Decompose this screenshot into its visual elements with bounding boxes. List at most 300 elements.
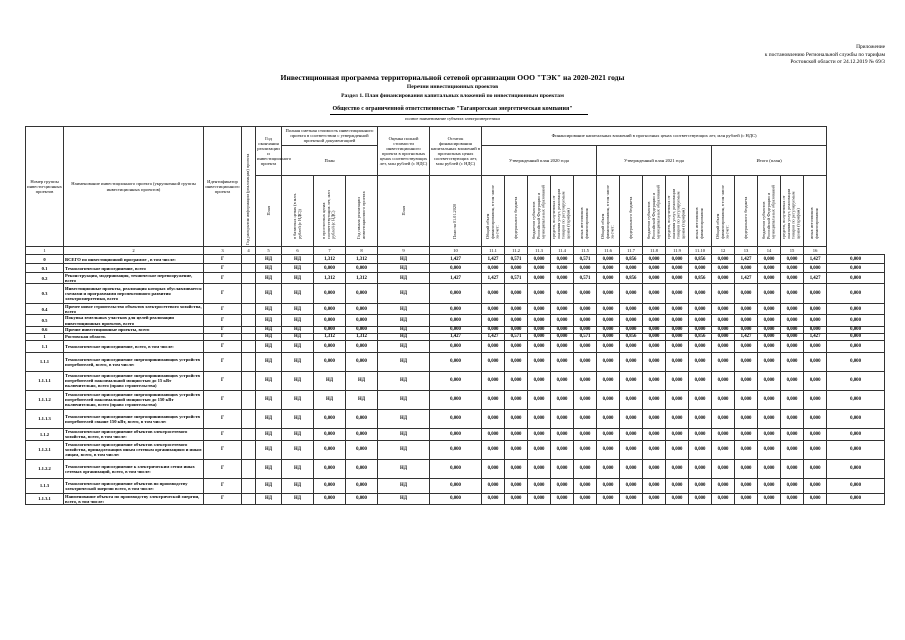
row-value: 0,000 [620, 459, 643, 478]
row-value: НД [256, 478, 282, 493]
row-value: 0,000 [804, 493, 827, 504]
row-value: 0,000 [804, 428, 827, 440]
row-year-cell [242, 352, 256, 371]
row-value: 0,000 [735, 390, 758, 409]
row-value: 0,000 [314, 459, 346, 478]
row-value: 0,000 [804, 478, 827, 493]
row-value: 0,000 [827, 478, 885, 493]
row-value: 0,000 [689, 340, 712, 352]
row-value: 0,000 [430, 315, 482, 326]
row-id: Г [204, 273, 242, 284]
row-value: 0,000 [758, 315, 781, 326]
row-value: 0,000 [574, 352, 597, 371]
row-value: 0,000 [781, 255, 804, 264]
row-value: 0,000 [827, 340, 885, 352]
row-value: 0,000 [620, 440, 643, 459]
row-year-cell [242, 284, 256, 304]
row-value: 0,000 [430, 390, 482, 409]
investment-table [25, 126, 885, 505]
row-value: 0,000 [505, 352, 528, 371]
row-value: 0,000 [735, 352, 758, 371]
row-number: 1 [26, 333, 64, 340]
row-value: 0,000 [314, 326, 346, 333]
row-value: 0,000 [781, 352, 804, 371]
row-value: 0,000 [482, 478, 505, 493]
row-value: 0,000 [712, 333, 735, 340]
row-value: НД [256, 459, 282, 478]
row-name: Ростовская область [64, 333, 204, 340]
row-value: 0,000 [551, 371, 574, 390]
row-value: 0,000 [505, 304, 528, 315]
row-value: 0,000 [735, 326, 758, 333]
document-subtitle: Перечни инвестиционных проектов [406, 84, 499, 90]
row-value: 0,000 [689, 478, 712, 493]
column-number: 7 [314, 247, 346, 255]
row-value: НД [378, 273, 430, 284]
column-number: 10 [430, 247, 482, 255]
row-value: 0,000 [482, 315, 505, 326]
sub-plan2: План [378, 175, 430, 246]
row-value: 1,427 [430, 273, 482, 284]
row-value: 0,856 [689, 333, 712, 340]
row-value: НД [314, 371, 346, 390]
row-value: 0,000 [314, 352, 346, 371]
row-value: 0,000 [758, 333, 781, 340]
row-number: 1.1.1.1 [26, 371, 64, 390]
row-name: Технологическое присоединение энергопринимающих устройств потребителей, всего, в том числе: [64, 352, 204, 371]
sub-total-2021: Общий объем финансирования, в том числе за счет: [597, 175, 620, 246]
row-value: НД [378, 333, 430, 340]
row-year-cell [242, 390, 256, 409]
header-plan: План [282, 145, 378, 175]
row-value: 0,000 [528, 390, 551, 409]
row-value: 0,000 [781, 440, 804, 459]
row-id: Г [204, 390, 242, 409]
row-value: 0,000 [643, 340, 666, 352]
sub-fed-sum: федерального бюджета [735, 175, 758, 246]
row-value: 0,000 [643, 333, 666, 340]
row-value: 0,000 [528, 264, 551, 273]
row-value: НД [256, 390, 282, 409]
row-value: 0,000 [551, 284, 574, 304]
sub-other-2020: средств, полученных от оказания услуг, реализации товаров по регулируемым ценам (тарифам) [551, 175, 574, 246]
row-value: 0,000 [482, 284, 505, 304]
row-value: 0,000 [666, 428, 689, 440]
row-value: 0,000 [314, 264, 346, 273]
row-value: 0,000 [597, 333, 620, 340]
row-value: 0,000 [712, 264, 735, 273]
row-value: 0,000 [666, 478, 689, 493]
row-value: 0,000 [528, 315, 551, 326]
row-value: 0,000 [666, 459, 689, 478]
row-value: 0,000 [827, 409, 885, 428]
row-value: 1,427 [430, 255, 482, 264]
row-value: 0,000 [430, 371, 482, 390]
row-value: НД [314, 390, 346, 409]
row-value: 0,571 [574, 255, 597, 264]
row-value: НД [282, 440, 314, 459]
sub-year: Год начала реализации инвестиционного проекта [346, 175, 378, 246]
row-value: 0,000 [505, 390, 528, 409]
row-value: 0,000 [827, 315, 885, 326]
row-value: 0,000 [597, 440, 620, 459]
row-year-cell [242, 315, 256, 326]
row-value: 0,000 [781, 273, 804, 284]
header-financing: Финансирование капитальных вложений в прогнозных ценах соответствующих лет, млн рублей (с НДС) [482, 127, 827, 146]
row-value: 0,000 [735, 478, 758, 493]
sub-total-2020: Общий объем финансирования, в том числе за счет: [482, 175, 505, 246]
row-value: 0,856 [620, 255, 643, 264]
sub-src-2020: иных источников финансирования [574, 175, 597, 246]
row-value: 0,000 [712, 371, 735, 390]
row-value: 0,000 [551, 333, 574, 340]
appendix-note [765, 44, 885, 67]
row-value: 0,000 [482, 304, 505, 315]
row-value: 0,000 [620, 409, 643, 428]
row-value: НД [378, 440, 430, 459]
row-value: 0,000 [712, 493, 735, 504]
row-value: 0,000 [597, 264, 620, 273]
row-value: 0,000 [781, 371, 804, 390]
row-value: 0,000 [314, 440, 346, 459]
sub-other-2021: средств, полученных от оказания услуг, реализации товаров по регулируемым ценам (тарифам) [666, 175, 689, 246]
sub-fed-2021: федерального бюджета [620, 175, 643, 246]
row-value: 0,000 [827, 493, 885, 504]
table-row [26, 304, 885, 315]
row-value: 1,312 [346, 255, 378, 264]
row-id: Г [204, 440, 242, 459]
row-number: 0.3 [26, 284, 64, 304]
row-value: 0,000 [689, 315, 712, 326]
row-value: 1,427 [735, 255, 758, 264]
row-name: Покупка земельных участков для целей реализации инвестиционных проектов, всего [64, 315, 204, 326]
column-number: 3 [204, 247, 242, 255]
row-year-cell [242, 440, 256, 459]
row-value: 0,000 [758, 478, 781, 493]
row-id: Г [204, 409, 242, 428]
row-value: 0,000 [827, 371, 885, 390]
sub-mln: в базисных ценах (в млн. рублей (с НДС)) [282, 175, 314, 246]
header-total: Итого (план) [712, 145, 827, 175]
row-value: 0,000 [551, 459, 574, 478]
column-number: 2 [64, 247, 204, 255]
row-value: 0,000 [643, 428, 666, 440]
row-value: 0,000 [643, 264, 666, 273]
row-value: НД [256, 371, 282, 390]
header-num: Номер группы инвести-ционных проектов [26, 127, 64, 247]
row-value: 0,000 [430, 409, 482, 428]
row-value: 0,000 [666, 284, 689, 304]
row-name: ВСЕГО по инвестиционной программе , в том числе: [64, 255, 204, 264]
row-value: 0,000 [804, 304, 827, 315]
row-value: 0,000 [574, 264, 597, 273]
row-value: 0,000 [827, 284, 885, 304]
row-value: 0,000 [689, 352, 712, 371]
row-value: 0,000 [758, 459, 781, 478]
row-id: Г [204, 428, 242, 440]
row-value: 0,000 [758, 390, 781, 409]
row-value: 0,000 [528, 409, 551, 428]
sub-fed-2020: федерального бюджета [505, 175, 528, 246]
row-value: 0,000 [827, 459, 885, 478]
row-value: 0,000 [597, 284, 620, 304]
row-value: 0,000 [758, 273, 781, 284]
row-value: 0,000 [482, 459, 505, 478]
row-value: 0,000 [712, 352, 735, 371]
appendix-line3: Ростовской области от 24.12.2019 № 69/3 [790, 59, 885, 66]
row-value: 0,000 [430, 326, 482, 333]
row-value: 0,000 [735, 409, 758, 428]
row-value: 0,000 [528, 333, 551, 340]
sub-other-sum: средств, полученных от оказания услуг, реализации товаров по регулируемым ценам (тарифам) [781, 175, 804, 246]
row-value: 0,000 [430, 428, 482, 440]
table-row [26, 333, 885, 340]
row-year-cell [242, 340, 256, 352]
row-value: 0,000 [346, 284, 378, 304]
row-value: 0,000 [346, 315, 378, 326]
row-value: 0,000 [643, 390, 666, 409]
row-value: 0,000 [758, 409, 781, 428]
row-value: НД [378, 340, 430, 352]
row-value: 0,000 [551, 352, 574, 371]
table-row [26, 352, 885, 371]
row-value: 0,000 [827, 428, 885, 440]
table-row [26, 493, 885, 504]
row-value: 0,000 [505, 340, 528, 352]
row-value: 0,000 [827, 273, 885, 284]
row-value: 0,000 [827, 264, 885, 273]
row-value: 0,000 [528, 284, 551, 304]
row-value: 0,000 [620, 352, 643, 371]
row-value: 0,000 [666, 304, 689, 315]
row-value: НД [378, 284, 430, 304]
row-value: 0,000 [781, 428, 804, 440]
row-value: НД [378, 326, 430, 333]
row-value: 0,000 [643, 493, 666, 504]
row-value: 0,000 [505, 478, 528, 493]
row-value: 0,000 [781, 315, 804, 326]
row-value: 0,000 [666, 352, 689, 371]
row-value: 0,000 [758, 428, 781, 440]
row-value: 0,000 [528, 371, 551, 390]
row-value: НД [256, 284, 282, 304]
row-year-cell [242, 326, 256, 333]
column-number: 11.5 [574, 247, 597, 255]
row-value: 0,000 [528, 340, 551, 352]
row-value: 0,000 [712, 478, 735, 493]
column-number: 6 [282, 247, 314, 255]
row-value: 0,000 [781, 390, 804, 409]
column-number: 11.2 [505, 247, 528, 255]
row-value: 0,000 [735, 371, 758, 390]
row-value: 0,000 [597, 371, 620, 390]
row-value: НД [282, 315, 314, 326]
row-value: 1,427 [804, 333, 827, 340]
row-value: 0,000 [482, 264, 505, 273]
column-number: 11.3 [528, 247, 551, 255]
row-year-cell [242, 255, 256, 264]
header-finish-year: Год окончания реализации и инвестиционного проекта [256, 127, 282, 176]
column-number: 1 [26, 247, 64, 255]
row-value: НД [256, 340, 282, 352]
sub-reg-sum: бюджетов субъектов Российской Федерации и муниципальных образований [758, 175, 781, 246]
row-value: 0,000 [781, 409, 804, 428]
row-value: 0,000 [735, 315, 758, 326]
row-value: 0,000 [712, 326, 735, 333]
column-number: 11.10 [689, 247, 712, 255]
row-value: 0,000 [735, 284, 758, 304]
sub-src-sum: иных источников финансирования [804, 175, 827, 246]
row-value: 0,000 [314, 284, 346, 304]
row-value: НД [282, 333, 314, 340]
row-value: 0,000 [712, 440, 735, 459]
row-value: 0,000 [597, 478, 620, 493]
row-value: НД [282, 352, 314, 371]
row-id: Г [204, 315, 242, 326]
row-value: 0,000 [551, 255, 574, 264]
row-value: 0,000 [430, 478, 482, 493]
row-value: 0,000 [781, 264, 804, 273]
row-value: 0,000 [712, 315, 735, 326]
row-value: 0,000 [689, 304, 712, 315]
row-value: 0,571 [574, 333, 597, 340]
row-value: 0,000 [528, 326, 551, 333]
row-value: 0,000 [643, 315, 666, 326]
row-value: НД [282, 264, 314, 273]
row-value: НД [378, 255, 430, 264]
row-value: 0,000 [528, 459, 551, 478]
appendix-line2: к постановлению Региональной службы по тарифам [764, 51, 885, 58]
row-value: 0,000 [551, 273, 574, 284]
row-value: 0,000 [597, 428, 620, 440]
table-row [26, 255, 885, 264]
row-value: НД [346, 371, 378, 390]
row-value: НД [256, 409, 282, 428]
organization-caption: полное наименование субъекта электроэнергетики [405, 116, 500, 121]
row-value: 0,000 [551, 493, 574, 504]
row-value: 0,000 [827, 390, 885, 409]
row-value: НД [378, 409, 430, 428]
row-value: 0,000 [597, 326, 620, 333]
row-number: 0.2 [26, 273, 64, 284]
row-name: Прочие инвестиционные проекты, всего [64, 326, 204, 333]
row-number: 1.1 [26, 340, 64, 352]
row-value: 0,000 [758, 284, 781, 304]
row-value: 0,000 [712, 459, 735, 478]
row-value: 0,000 [597, 493, 620, 504]
header-estimate: Оценка полной стоимости инвестиционного проекта в прогнозных ценах соответствующих лет, млн рублей (с НДС) [378, 127, 430, 176]
row-value: НД [282, 409, 314, 428]
row-value: 0,000 [689, 459, 712, 478]
row-year-cell [242, 304, 256, 315]
column-number: 11.8 [643, 247, 666, 255]
row-value: 0,000 [827, 440, 885, 459]
row-value: 0,000 [597, 390, 620, 409]
row-number: 0 [26, 255, 64, 264]
row-value: 0,000 [712, 409, 735, 428]
row-value: 0,000 [430, 440, 482, 459]
row-value: НД [282, 390, 314, 409]
row-value: 0,000 [758, 264, 781, 273]
header-year-plan: Год раскрытия информации (реализации) проекта [242, 127, 256, 247]
row-value: 1,312 [314, 255, 346, 264]
row-value: 0,000 [643, 371, 666, 390]
row-value: 0,000 [666, 315, 689, 326]
row-value: 0,000 [712, 304, 735, 315]
row-value: 1,312 [346, 333, 378, 340]
row-value: 0,000 [574, 304, 597, 315]
row-value: 0,000 [735, 428, 758, 440]
table-row [26, 273, 885, 284]
row-value: 0,000 [666, 493, 689, 504]
row-value: 0,000 [482, 440, 505, 459]
row-value: 0,000 [574, 478, 597, 493]
row-value: 0,000 [528, 428, 551, 440]
row-value: НД [256, 326, 282, 333]
row-id: Г [204, 264, 242, 273]
row-value: 0,000 [781, 459, 804, 478]
row-value: 0,000 [597, 409, 620, 428]
row-value: 0,000 [574, 428, 597, 440]
row-value: НД [378, 371, 430, 390]
table-row [26, 459, 885, 478]
row-value: 0,000 [804, 440, 827, 459]
row-value: 0,000 [346, 352, 378, 371]
row-value: НД [378, 428, 430, 440]
row-value: 0,000 [643, 478, 666, 493]
row-value: 0,000 [827, 304, 885, 315]
row-year-cell [242, 459, 256, 478]
row-id: Г [204, 284, 242, 304]
row-name: Наименование объекта по производству электрической энергии, всего, в том числе: [64, 493, 204, 504]
row-value: НД [378, 459, 430, 478]
row-value: 0,000 [574, 340, 597, 352]
row-value: НД [378, 264, 430, 273]
row-name: Прочее новое строительство объектов электросетевого хозяйства, всего [65, 304, 202, 315]
row-value: 0,571 [574, 273, 597, 284]
row-value: 0,000 [781, 478, 804, 493]
row-value: 0,000 [574, 326, 597, 333]
table-row [26, 326, 885, 333]
row-value: НД [378, 304, 430, 315]
row-value: 0,000 [597, 340, 620, 352]
table-row [26, 390, 885, 409]
row-value: 0,000 [505, 284, 528, 304]
row-id: Г [204, 340, 242, 352]
row-value: 0,000 [827, 333, 885, 340]
row-value: 0,000 [712, 273, 735, 284]
row-value: 0,000 [689, 409, 712, 428]
row-value: НД [256, 493, 282, 504]
row-value: 0,000 [735, 264, 758, 273]
row-value: 0,000 [574, 493, 597, 504]
row-value: 0,000 [666, 264, 689, 273]
row-name: Технологическое присоединение, всего, в том числе: [64, 340, 204, 352]
row-value: 0,000 [597, 352, 620, 371]
row-value: 0,000 [346, 409, 378, 428]
row-value: 0,000 [804, 340, 827, 352]
row-value: 0,000 [430, 493, 482, 504]
row-value: 0,571 [505, 273, 528, 284]
sub-prog: в прогнозных ценах соответствующих лет, млн рублей (с НДС) [314, 175, 346, 246]
row-value: 0,000 [643, 440, 666, 459]
row-value: 0,000 [314, 493, 346, 504]
row-value: 0,000 [528, 478, 551, 493]
row-id: Г [204, 255, 242, 264]
row-number: 0.5 [26, 315, 64, 326]
row-value: НД [378, 315, 430, 326]
organization-name: Общество с ограниченной ответственностью "Таганрогская энергетическая компания" [332, 106, 573, 112]
